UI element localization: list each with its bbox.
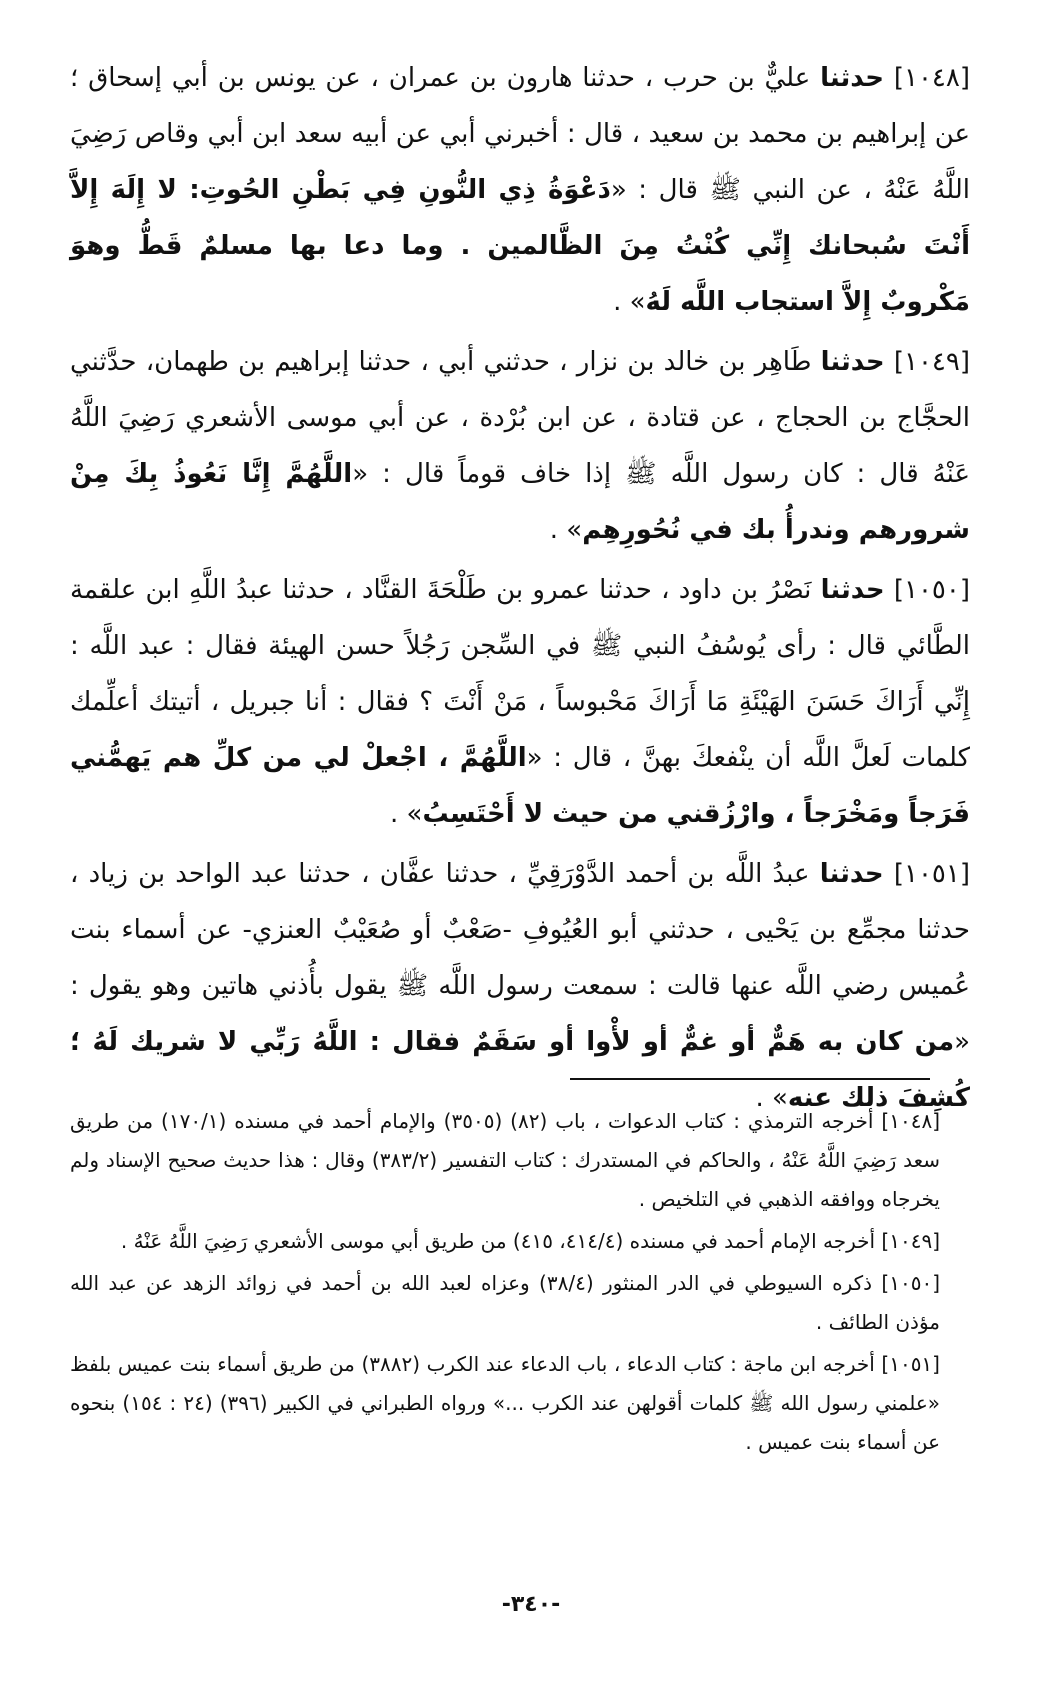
hadith-1048 bbox=[70, 50, 970, 330]
hadith-text: اللَّهُمَّ ، اجْعلْ لي من كلِّ هم يَهمُّني فَرَجاً ومَخْرَجاً ، وارْزُقني من حيث لا أَحْتَسِبُ bbox=[70, 743, 970, 829]
hadith-text: من كان به هَمٌّ أو غمٌّ أو لأْوا أو سَقَمٌ فقال : اللَّهُ رَبِّي لا شريك لَهُ ؛ كُشِفَ ذلك عنه bbox=[70, 1027, 970, 1113]
hadith-tail: » . bbox=[755, 1083, 788, 1113]
hadith-lead: حدثنا bbox=[820, 575, 885, 605]
hadith-tail: » . bbox=[613, 287, 646, 317]
hadith-lead: حدثنا bbox=[820, 347, 885, 377]
hadith-narration: عليٌّ بن حرب ، حدثنا هارون بن عمران ، عن يونس بن أبي إسحاق ؛ عن إبراهيم بن محمد بن سعيد ، قال : أخبرني أبي عن أبيه سعد ابن أبي وقاص رَضِيَ اللَّهُ عَنْهُ ، عن النبي ﷺ قال : « bbox=[70, 63, 970, 205]
hadith-tail: » . bbox=[390, 799, 423, 829]
hadith-number: [١٠٥٠] bbox=[893, 575, 970, 605]
hadith-text: اللَّهُمَّ إِنَّا نَعُوذُ بِكَ مِنْ شرورهم وندرأُ بك في نُحُورِهِم bbox=[70, 459, 970, 545]
hadith-narration: طَاهِر بن خالد بن نزار ، حدثني أبي ، حدثنا إبراهيم بن طهمان، حدَّثني الحجَّاج بن الحجاج ، عن قتادة ، عن ابن بُرْدة ، عن أبي موسى الأشعري رَضِيَ اللَّهُ عَنْهُ قال : كان رسول اللَّه ﷺ إذا خاف قوماً قال : « bbox=[70, 347, 970, 489]
hadith-narration: نَصْرُ بن داود ، حدثنا عمرو بن طَلْحَةَ القنَّاد ، حدثنا عبدُ اللَّهِ ابن علقمة الطَّائي قال : رأى يُوسُفُ النبي ﷺ في السِّجن رَجُلاً حسن الهيئة فقال : عبد اللَّه : إِنِّي أَرَاكَ حَسَنَ الهَيْئَةِ مَا أَرَاكَ مَحْبوساً ، مَنْ أَنْتَ ؟ فقال : أنا جبريل ، أتيتك أعلِّمك كلمات لَعلَّ اللَّه أن ينْفعكَ بهنَّ ، قال : « bbox=[70, 575, 970, 773]
hadith-body bbox=[70, 50, 970, 1130]
hadith-number: [١٠٤٩] bbox=[893, 347, 970, 377]
hadith-lead: حدثنا bbox=[820, 63, 885, 93]
hadith-number: [١٠٤٨] bbox=[893, 63, 970, 93]
hadith-1051 bbox=[70, 846, 970, 1126]
footnote-1049: [١٠٤٩] أخرجه الإمام أحمد في مسنده (٤١٤/٤، ٤١٥) من طريق أبي موسى الأشعري رَضِيَ اللَّهُ عَنْهُ . bbox=[120, 1229, 940, 1253]
footnote-1048: [١٠٤٨] أخرجه الترمذي : كتاب الدعوات ، باب (٨٢) (٣٥٠٥) والإمام أحمد في مسنده (١٧٠/١) من طريق سعد رَضِيَ اللَّهُ عَنْهُ ، والحاكم في المستدرك : كتاب التفسير (٣٨٣/٢) وقال : هذا حديث صحيح الإسناد ولم يخرجاه ووافقه الذهبي في التلخيص . bbox=[70, 1109, 941, 1211]
page-number: -٣٤٠- bbox=[501, 1592, 561, 1617]
hadith-text: دَعْوَةُ ذِي النُّونِ فِي بَطْنِ الحُوتِ: لا إِلَهَ إِلاَّ أَنْتَ سُبحانك إِنِّي كُنْتُ مِنَ الظَّالمين . وما دعا بها مسلمٌ قَطُّ وهوَ مَكْروبٌ إِلاَّ استجاب اللَّه لَهُ bbox=[70, 175, 970, 317]
hadith-number: [١٠٥١] bbox=[893, 859, 971, 889]
footnote-1051: [١٠٥١] أخرجه ابن ماجة : كتاب الدعاء ، باب الدعاء عند الكرب (٣٨٨٢) من طريق أسماء بنت عميس بلفظ «علمني رسول الله ﷺ كلمات أقولهن عند الكرب ...» ورواه الطبراني في الكبير (٣٩٦) (٢٤ : ١٥٤) بنحوه عن أسماء بنت عميس . bbox=[70, 1352, 941, 1454]
hadith-lead: حدثنا bbox=[819, 859, 884, 889]
hadith-narration: عبدُ اللَّه بن أحمد الدَّوْرَقِيِّ ، حدثنا عفَّان ، حدثنا عبد الواحد بن زياد ، حدثنا مجمِّع بن يَحْيى ، حدثني أبو العُيُوفِ -صَعْبٌ أو صُعَيْبٌ العنزي- عن أسماء بنت عُميس رضي اللَّه عنها قالت : سمعت رسول اللَّه ﷺ يقول بأُذني هاتين وهو يقول : « bbox=[70, 859, 970, 1057]
footnotes bbox=[70, 1102, 940, 1465]
footnote-1050: [١٠٥٠] ذكره السيوطي في الدر المنثور (٣٨/٤) وعزاه لعبد الله بن أحمد في زوائد الزهد عن عبد الله مؤذن الطائف . bbox=[70, 1271, 940, 1334]
hadith-1050 bbox=[70, 562, 970, 842]
footnote-divider bbox=[570, 1078, 930, 1080]
hadith-1049 bbox=[70, 334, 970, 558]
hadith-tail: » . bbox=[549, 515, 583, 545]
